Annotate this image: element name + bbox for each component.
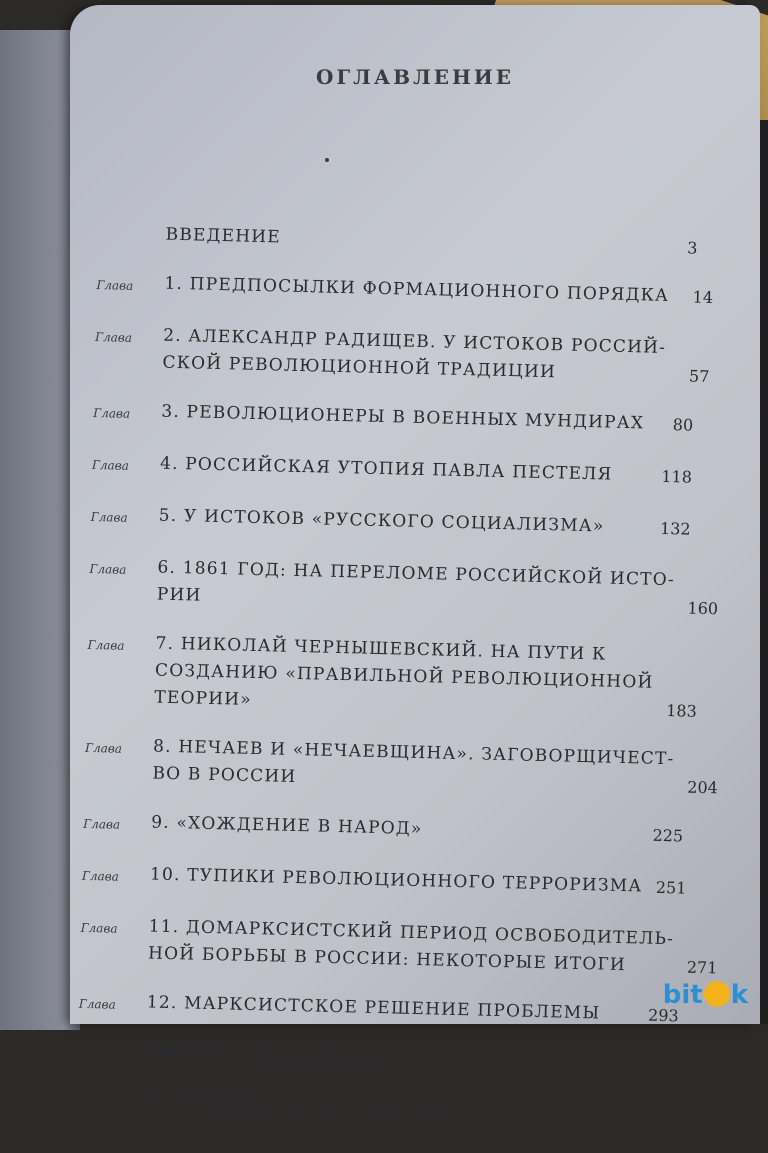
toc-entry (89, 553, 719, 622)
toc-entry-label: Глава (80, 920, 118, 936)
toc-entry (83, 808, 684, 853)
toc-entry-title: ВВЕДЕНИЕ (165, 224, 282, 248)
toc-page-number: 293 (647, 1005, 679, 1026)
toc-page-number: 80 (672, 415, 694, 435)
toc-entry-title: 10. ТУПИКИ РЕВОЛЮЦИОННОГО ТЕРРОРИЗМА (149, 864, 643, 897)
toc-entry (93, 397, 694, 442)
print-dot (325, 158, 329, 162)
toc-entry-title: 1. ПРЕДПОСЫЛКИ ФОРМАЦИОННОГО ПОРЯДКА (164, 273, 670, 306)
toc-page-number: 251 (655, 877, 687, 898)
toc-entry (90, 501, 691, 546)
toc-entry-label: Глава (81, 868, 120, 884)
toc-entry-label (98, 220, 166, 225)
toc-page-number: 3 (687, 238, 698, 258)
left-page-edge (0, 30, 80, 1030)
page-title: ОГЛАВЛЕНИЕ (315, 65, 515, 89)
watermark-logo: bit k (662, 980, 748, 1010)
toc-entry-label: Глава (89, 561, 127, 577)
toc-page-number: 204 (687, 777, 719, 798)
toc-entry-label: Глава (91, 457, 130, 473)
toc-entry-title: ИСТОЧНИКИ И ЛИТЕРАТУРА (144, 1093, 446, 1121)
toc-page-number: 132 (659, 518, 691, 539)
toc-page-number: 225 (652, 825, 684, 846)
toc-entry-title: 11. ДОМАРКСИСТСКИЙ ПЕРИОД ОСВОБОДИТЕЛЬ- (148, 916, 675, 950)
coin-icon (704, 981, 730, 1007)
toc-page-number: 320 (646, 1057, 678, 1078)
toc-entry-title: НОЙ БОРЬБЫ В РОССИИ: НЕКОТОРЫЕ ИТОГИ (147, 943, 627, 976)
toc-entry-label: Глава (83, 816, 121, 832)
toc-entry-label (77, 1089, 145, 1094)
toc-entry-title: 9. «ХОЖДЕНИЕ В НАРОД» (151, 812, 423, 840)
toc-entry (92, 449, 693, 494)
toc-entry-label: Глава (90, 509, 128, 525)
toc-entry-title: ТЕОРИИ» (154, 687, 253, 710)
toc-entry (97, 220, 697, 262)
toc-entry-label: Глава (96, 277, 134, 293)
book-page (70, 5, 760, 1127)
toc-entry-title: 4. РОССИЙСКАЯ УТОПИЯ ПАВЛА ПЕСТЕЛЯ (159, 453, 613, 485)
toc-entry (84, 732, 719, 801)
toc-entry (96, 269, 714, 314)
toc-entry-label (78, 1040, 146, 1045)
toc-entry-label: Глава (78, 996, 116, 1012)
toc-entry-title: ВМЕСТО ЗАКЛЮЧЕНИЯ (145, 1044, 393, 1071)
toc-entry-label: Глава (84, 740, 123, 756)
toc-entry-title: 6. 1861 ГОД: НА ПЕРЕЛОМЕ РОССИЙСКОЙ ИСТО- (157, 557, 676, 591)
toc-entry-title: СОЗДАНИЮ «ПРАВИЛЬНОЙ РЕВОЛЮЦИОННОЙ (154, 660, 654, 693)
toc-entry-title: 5. У ИСТОКОВ «РУССКОГО СОЦИАЛИЗМА» (158, 505, 605, 537)
toc-entry (80, 912, 718, 981)
toc-entry-label: Глава (93, 405, 131, 421)
toc-entry (86, 629, 698, 725)
toc-page-number: 271 (686, 957, 718, 978)
toc-page-number: 118 (661, 466, 693, 487)
toc-entry-title: 8. НЕЧАЕВ И «НЕЧАЕВЩИНА». ЗАГОВОРЩИЧЕСТ- (152, 736, 675, 770)
toc-entry-title: РИИ (156, 584, 202, 606)
toc-page-number: 160 (687, 598, 719, 619)
toc-page-number: 183 (666, 701, 698, 721)
toc-entry-title: ВО В РОССИИ (152, 763, 297, 788)
toc-entry-title: 3. РЕВОЛЮЦИОНЕРЫ В ВОЕННЫХ МУНДИРАХ (161, 401, 645, 434)
toc-page-number: 14 (692, 287, 714, 308)
toc-entry-label: Глава (94, 329, 133, 345)
toc-entry-title: 12. МАРКСИСТСКОЕ РЕШЕНИЕ ПРОБЛЕМЫ (146, 992, 601, 1024)
toc-entry-title: 7. НИКОЛАЙ ЧЕРНЫШЕВСКИЙ. НА ПУТИ К (155, 633, 607, 665)
toc-entry (76, 1089, 676, 1131)
toc-entry-title: СКОЙ РЕВОЛЮЦИОННОЙ ТРАДИЦИИ (162, 352, 557, 383)
toc-entry-title: 2. АЛЕКСАНДР РАДИЩЕВ. У ИСТОКОВ РОССИЙ- (162, 325, 667, 358)
toc-entry (81, 860, 687, 905)
toc-entry (77, 1040, 677, 1082)
toc-entry (79, 988, 680, 1033)
toc-page-number: 325 (645, 1106, 677, 1127)
toc-entry (94, 321, 710, 390)
toc-entry-label: Глава (87, 637, 125, 653)
toc-page-number: 57 (688, 366, 710, 386)
